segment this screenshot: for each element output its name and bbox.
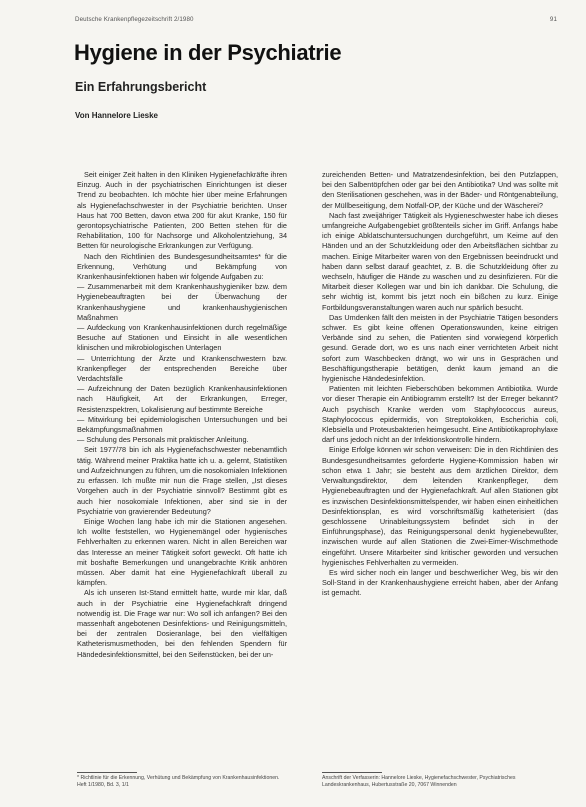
paragraph: Es wird sicher noch ein langer und beschwerlicher Weg, bis wir den Soll-Stand in der Krankenhaushygiene erreicht haben, aber der Anfang ist gemacht.	[322, 567, 558, 598]
left-column	[77, 170, 287, 660]
list-item: — Aufzeichnung der Daten bezüglich Krankenhausinfektionen nach Häufigkeit, Art der Erkrankungen, Erreger, Resistenzspektren, Lokalisierung auf bestimmte Bereiche	[77, 384, 287, 414]
list-item: — Schulung des Personals mit praktischer Anleitung.	[77, 435, 249, 445]
paragraph: zureichenden Betten- und Matratzendesinfektion, bei den Putzlappen, bei den Salbentöpfchen oder gar bei den Antibiotika? Und was sollte mit den Sterilisationen geschehen, was in der Bäder- und Röntgenabteilung, der Müllbeseitigung, dem Notfall-OP, der Küche und der Wäscherei?	[322, 170, 558, 210]
list-item: — Unterrichtung der Ärzte und Krankenschwestern bzw. Krankenpfleger der entsprechenden Bereiche über Verdachtsfälle	[77, 353, 287, 384]
running-head	[75, 16, 557, 23]
paragraph: Das Umdenken fällt den meisten in der Psychiatrie Tätigen besonders schwer. Es gibt keine offenen Operationswunden, keine eitrigen Verbände sind zu sehen, die Patienten sind vorwiegend körperlich gesund. Gerade dort, wo es uns nach einer verrichteten Arbeit nicht sofort zum Waschbecken drängt, wo wir uns in Gesprächen und Beschäftigungstherapie betätigen, denkt kaum jemand an die hygienische Händedesinfektion.	[322, 312, 558, 384]
paragraph: Seit 1977/78 bin ich als Hygienefachschwester nebenamtlich tätig. Während meiner Praktika hatte ich u. a. gelernt, Statistiken und Aufzeichnungen zu führen, um die nosokomialen Infektionen zu erfassen. Ich mußte mir nun die Frage stellen, „Ist dieses Vorgehen auch in der Psychiatrie sinnvoll? Bestimmt gibt es auch hier nosokomiale Infektionen, aber sind sie in der Psychiatrie von gravierender Bedeutung?	[77, 445, 287, 516]
article-subtitle: Ein Erfahrungsbericht	[75, 80, 207, 94]
footnote-rule-right	[322, 772, 382, 773]
footnote-rule-left	[77, 772, 137, 773]
paragraph: Nach den Richtlinien des Bundesgesundheitsamtes* für die Erkennung, Verhütung und Bekämpfung von Krankenhausinfektionen haben wir folgende Aufgaben zu:	[77, 251, 287, 282]
article-author: Von Hannelore Lieske	[75, 111, 158, 120]
paragraph: Patienten mit leichten Fieberschüben bekommen Antibiotika. Wurde vor dieser Therapie ein Antibiogramm erstellt? Ist der Erreger bekannt? Auch psychisch Kranke werden vom Staphylococcus aureus, Staphylococcus epidermidis, von Streptokokken, Escherichia coli, Klebsiella und Proteusbakterien heimgesucht. Eine Antibiotikaprophylaxe darf uns jedoch nicht an der Infektionskontrolle hindern.	[322, 384, 558, 445]
list-item: — Mitwirkung bei epidemiologischen Untersuchungen und bei Bekämpfungsmaßnahmen	[77, 414, 287, 435]
list-item: — Aufdeckung von Krankenhausinfektionen durch regelmäßige Besuche auf Stationen und Einsicht in alle wesentlichen klinischen und mikrobiologischen Unterlagen	[77, 323, 287, 353]
journal-name: Deutsche Krankenpflegezeitschrift 2/1980	[75, 16, 194, 23]
article-title: Hygiene in der Psychiatrie	[74, 40, 342, 65]
paragraph: Seit einiger Zeit halten in den Kliniken Hygienefachkräfte ihren Einzug. Auch in der psychiatrischen Einrichtungen ist dieser Trend zu beobachten. Ich möchte hier über meine Erfahrungen als Hygienefachschwester in der Psychiatrie berichten. Unser Haus hat 700 Betten, davon etwa 200 für akut Kranke, 150 für gerontopsychiatrische Patienten, 200 Betten stehen für die Rehabilitation, 100 für Nachsorge und Alkoholentziehung, 34 Betten für neurologische Erkrankungen zur Verfügung.	[77, 170, 287, 251]
paragraph: Als ich unseren Ist-Stand ermittelt hatte, wurde mir klar, daß auch in der Psychiatrie eine Hygienefachkraft dringend notwendig ist. Die Frage war nur: Wo soll ich anfangen? Bei den massenhaft angebotenen Desinfektions- und Reinigungsmitteln, bei der zentralen Dosieranlage, bei den vielfältigen Katheterismusmethoden, bei den fehlenden Spendern für Händedesinfektionsmittel, bei den Seifenstücken, bei der un-	[77, 588, 287, 659]
right-column	[322, 170, 558, 599]
footnote-right: Anschrift der Verfasserin: Hannelore Lieske, Hygienefachschwester, Psychiatrisches Landeskrankenhaus, Hubertusstraße 20, 7067 Winnenden	[322, 775, 516, 788]
page-number: 91	[549, 16, 557, 23]
paragraph: Einige Wochen lang habe ich mir die Stationen angesehen. Ich wollte feststellen, wo Hygienemängel oder hygienisches Fehlverhalten zu erkennen waren. Nicht in allen Bereichen war das Interesse an meiner Tätigkeit sofort geweckt. Oft hatte ich mit boshafte Bemerkungen und unangebrachte Kritik anhören müssen. Aber damit hat eine Hygienefachkraft überall zu kämpfen.	[77, 516, 287, 588]
paragraph: Einige Erfolge können wir schon verweisen: Die in den Richtlinien des Bundesgesundheitsamtes geforderte Hygiene-Kommission haben wir schon etwa 1 Jahr; sie besteht aus dem ärztlichen Direktor, dem Verwaltungsdirektor, dem leitenden Krankenpfleger, dem Hygienebeauftragten und der Hygienefachkraft. Auf allen Stationen gibt es inzwischen Desinfektionsmittelspender, wir haben einen einheitlichen Desinfektionsplan, es wird vorschriftsmäßig katheterisiert (das geschlossene Urinableitungssystem befindet sich in der Einführungsphase), das Reinigungspersonal denkt hygienebewußter, inzwischen wurde auf allen Stationen die Zwei-Eimer-Wischmethode eingeführt. Unsere Mitarbeiter sind kritischer geworden und versuchen hygienisches Fehlverhalten zu vermeiden.	[322, 445, 558, 567]
list-item: — Zusammenarbeit mit dem Krankenhaushygieniker bzw. dem Hygienebeauftragten bei der Überwachung der Krankenhaushygiene und krankenhaushygienischen Maßnahmen	[77, 282, 287, 322]
footnote-left: * Richtlinie für die Erkennung, Verhütung und Bekämpfung von Krankenhausinfektionen. Heft 1/1980, Bd. 3, 1/1	[77, 775, 280, 788]
paragraph: Nach fast zweijähriger Tätigkeit als Hygieneschwester habe ich dieses umfangreiche Aufgabengebiet größtenteils sicher im Griff. Anfangs habe ich einige Abklatschuntersuchungen durchgeführt, um Keime auf den Händen und an der Schutzkleidung oder den Arbeitsflächen sichtbar zu machen. Einige Mitarbeiter waren von den Ergebnissen beeindruckt und haben dann selbst darauf geachtet, z. B. die Schutzkleidung öfter zu wechseln, häufiger die Hände zu waschen und zu desinfizieren. Für die Mitarbeit dieser Kollegen war und bin ich dankbar. Die Schulung, die sehr wichtig ist, kommt bis jetzt noch ein bißchen zu kurz. Einige Fortbildungsveranstaltungen waren auch nur spärlich besucht.	[322, 210, 558, 312]
